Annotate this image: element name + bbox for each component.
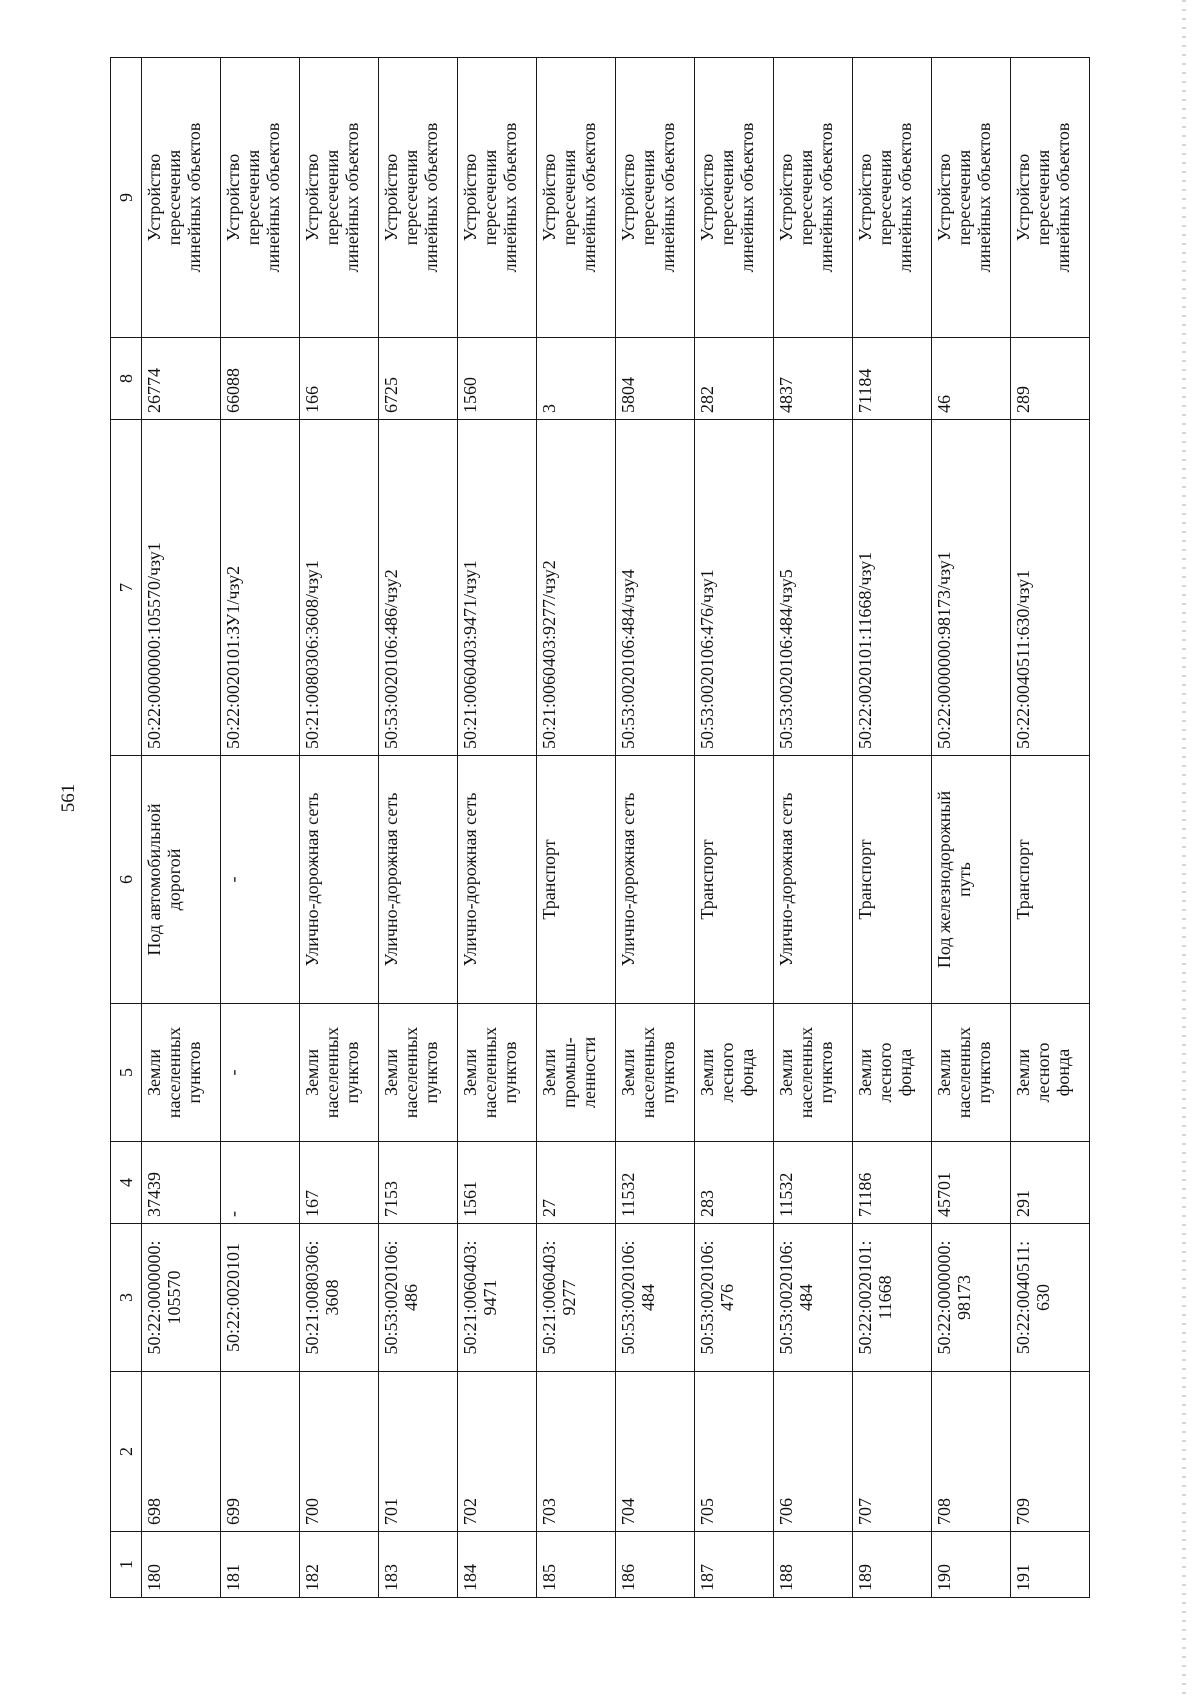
cell-row-number: 183 (379, 1532, 458, 1598)
cell-area: 37439 (142, 1142, 221, 1224)
cell-encumbrance-purpose: Устройство пересечения линейных объектов (379, 58, 458, 338)
cell-encumbrance-purpose: Устройство пересечения линейных объектов (695, 58, 774, 338)
column-header-4: 4 (111, 1142, 142, 1224)
cell-part-number: 50:22:0000000:98173/чзу1 (932, 420, 1011, 756)
table-body (142, 58, 1090, 1598)
cell-area: 11532 (774, 1142, 853, 1224)
cell-permitted-use: Улично-дорожная сеть (379, 756, 458, 1004)
scan-edge-marks (1182, 0, 1186, 1697)
cell-part-number: 50:53:0020106:486/чзу2 (379, 420, 458, 756)
cell-part-area: 4837 (774, 338, 853, 420)
cell-object-number: 708 (932, 1372, 1011, 1532)
table-row (300, 58, 379, 1598)
column-header-7: 7 (111, 420, 142, 756)
cell-part-area: 6725 (379, 338, 458, 420)
cell-row-number: 187 (695, 1532, 774, 1598)
cell-area: - (221, 1142, 300, 1224)
cell-row-number: 189 (853, 1532, 932, 1598)
cell-row-number: 185 (537, 1532, 616, 1598)
cell-row-number: 191 (1011, 1532, 1090, 1598)
cell-row-number: 182 (300, 1532, 379, 1598)
cell-encumbrance-purpose: Устройство пересечения линейных объектов (774, 58, 853, 338)
cell-row-number: 181 (221, 1532, 300, 1598)
table-row (932, 58, 1011, 1598)
cell-encumbrance-purpose: Устройство пересечения линейных объектов (458, 58, 537, 338)
cell-encumbrance-purpose: Устройство пересечения линейных объектов (537, 58, 616, 338)
cell-permitted-use: Транспорт (1011, 756, 1090, 1004)
table-row (537, 58, 616, 1598)
cell-part-number: 50:21:0060403:9471/чзу1 (458, 420, 537, 756)
cell-area: 45701 (932, 1142, 1011, 1224)
cell-cadastral-number: 50:53:0020106: 486 (379, 1224, 458, 1372)
registry-table (110, 57, 1090, 1598)
cell-encumbrance-purpose: Устройство пересечения линейных объектов (1011, 58, 1090, 338)
cell-object-number: 701 (379, 1372, 458, 1532)
cell-row-number: 186 (616, 1532, 695, 1598)
cell-part-area: 46 (932, 338, 1011, 420)
header-row (111, 58, 142, 1598)
cell-object-number: 704 (616, 1372, 695, 1532)
cell-part-area: 71184 (853, 338, 932, 420)
cell-permitted-use: Под железнодорожный путь (932, 756, 1011, 1004)
table-row (695, 58, 774, 1598)
cell-object-number: 698 (142, 1372, 221, 1532)
cell-part-number: 50:22:0020101:ЗУ1/чзу2 (221, 420, 300, 756)
cell-encumbrance-purpose: Устройство пересечения линейных объектов (300, 58, 379, 338)
cell-object-number: 709 (1011, 1372, 1090, 1532)
cell-cadastral-number: 50:53:0020106: 484 (616, 1224, 695, 1372)
cell-cadastral-number: 50:22:0020101 (221, 1224, 300, 1372)
cell-part-number: 50:53:0020106:476/чзу1 (695, 420, 774, 756)
cell-land-category: Земли населенных пунктов (774, 1004, 853, 1142)
cell-cadastral-number: 50:22:0040511: 630 (1011, 1224, 1090, 1372)
cell-land-category: Земли лесного фонда (1011, 1004, 1090, 1142)
cell-row-number: 188 (774, 1532, 853, 1598)
cell-land-category: Земли населенных пунктов (379, 1004, 458, 1142)
cell-object-number: 707 (853, 1372, 932, 1532)
cell-part-area: 66088 (221, 338, 300, 420)
cell-permitted-use: Транспорт (695, 756, 774, 1004)
table-row (1011, 58, 1090, 1598)
table-row (221, 58, 300, 1598)
cell-area: 167 (300, 1142, 379, 1224)
cell-cadastral-number: 50:21:0060403: 9471 (458, 1224, 537, 1372)
column-header-9: 9 (111, 58, 142, 338)
cell-encumbrance-purpose: Устройство пересечения линейных объектов (853, 58, 932, 338)
cell-part-number: 50:22:0020101:11668/чзу1 (853, 420, 932, 756)
table-row (142, 58, 221, 1598)
cell-encumbrance-purpose: Устройство пересечения линейных объектов (932, 58, 1011, 338)
cell-land-category: Земли населенных пунктов (932, 1004, 1011, 1142)
cell-part-number: 50:53:0020106:484/чзу4 (616, 420, 695, 756)
cell-area: 7153 (379, 1142, 458, 1224)
cell-land-category: - (221, 1004, 300, 1142)
cell-object-number: 705 (695, 1372, 774, 1532)
cell-part-area: 166 (300, 338, 379, 420)
cell-part-number: 50:22:0000000:105570/чзу1 (142, 420, 221, 756)
table-row (458, 58, 537, 1598)
cell-part-number: 50:21:0080306:3608/чзу1 (300, 420, 379, 756)
cell-land-category: Земли населенных пунктов (616, 1004, 695, 1142)
cell-part-area: 26774 (142, 338, 221, 420)
table-row (853, 58, 932, 1598)
cell-encumbrance-purpose: Устройство пересечения линейных объектов (616, 58, 695, 338)
cell-part-area: 1560 (458, 338, 537, 420)
cell-land-category: Земли населенных пунктов (142, 1004, 221, 1142)
cell-area: 71186 (853, 1142, 932, 1224)
cell-row-number: 180 (142, 1532, 221, 1598)
cell-object-number: 702 (458, 1372, 537, 1532)
cell-land-category: Земли лесного фонда (695, 1004, 774, 1142)
cell-cadastral-number: 50:21:0080306: 3608 (300, 1224, 379, 1372)
cell-land-category: Земли лесного фонда (853, 1004, 932, 1142)
column-header-5: 5 (111, 1004, 142, 1142)
cell-cadastral-number: 50:22:0020101: 11668 (853, 1224, 932, 1372)
cell-land-category: Земли населенных пунктов (458, 1004, 537, 1142)
cell-cadastral-number: 50:53:0020106: 484 (774, 1224, 853, 1372)
cell-area: 11532 (616, 1142, 695, 1224)
column-header-2: 2 (111, 1372, 142, 1532)
cell-cadastral-number: 50:22:0000000: 105570 (142, 1224, 221, 1372)
cell-cadastral-number: 50:53:0020106: 476 (695, 1224, 774, 1372)
cell-object-number: 700 (300, 1372, 379, 1532)
cell-cadastral-number: 50:22:0000000: 98173 (932, 1224, 1011, 1372)
cell-part-area: 5804 (616, 338, 695, 420)
column-header-8: 8 (111, 338, 142, 420)
cell-encumbrance-purpose: Устройство пересечения линейных объектов (142, 58, 221, 338)
cell-part-area: 282 (695, 338, 774, 420)
column-header-1: 1 (111, 1532, 142, 1598)
column-header-3: 3 (111, 1224, 142, 1372)
cell-object-number: 706 (774, 1372, 853, 1532)
cell-land-category: Земли населенных пунктов (300, 1004, 379, 1142)
cell-permitted-use: Транспорт (853, 756, 932, 1004)
cell-part-number: 50:21:0060403:9277/чзу2 (537, 420, 616, 756)
cell-permitted-use: Улично-дорожная сеть (300, 756, 379, 1004)
cell-permitted-use: Улично-дорожная сеть (458, 756, 537, 1004)
column-header-6: 6 (111, 756, 142, 1004)
cell-row-number: 190 (932, 1532, 1011, 1598)
cell-area: 27 (537, 1142, 616, 1224)
table-row (774, 58, 853, 1598)
cell-part-number: 50:53:0020106:484/чзу5 (774, 420, 853, 756)
cell-permitted-use: Улично-дорожная сеть (774, 756, 853, 1004)
cell-area: 1561 (458, 1142, 537, 1224)
cell-part-area: 289 (1011, 338, 1090, 420)
cell-land-category: Земли промыш- ленности (537, 1004, 616, 1142)
cell-encumbrance-purpose: Устройство пересечения линейных объектов (221, 58, 300, 338)
page-number: 561 (58, 783, 79, 813)
cell-object-number: 703 (537, 1372, 616, 1532)
rotated-table-wrapper (110, 58, 1088, 1598)
cell-part-area: 3 (537, 338, 616, 420)
cell-permitted-use: - (221, 756, 300, 1004)
cell-permitted-use: Под автомобильной дорогой (142, 756, 221, 1004)
table-row (379, 58, 458, 1598)
table-row (616, 58, 695, 1598)
cell-permitted-use: Улично-дорожная сеть (616, 756, 695, 1004)
cell-area: 291 (1011, 1142, 1090, 1224)
table-header (111, 58, 142, 1598)
cell-permitted-use: Транспорт (537, 756, 616, 1004)
cell-area: 283 (695, 1142, 774, 1224)
cell-cadastral-number: 50:21:0060403: 9277 (537, 1224, 616, 1372)
cell-part-number: 50:22:0040511:630/чзу1 (1011, 420, 1090, 756)
cell-object-number: 699 (221, 1372, 300, 1532)
cell-row-number: 184 (458, 1532, 537, 1598)
